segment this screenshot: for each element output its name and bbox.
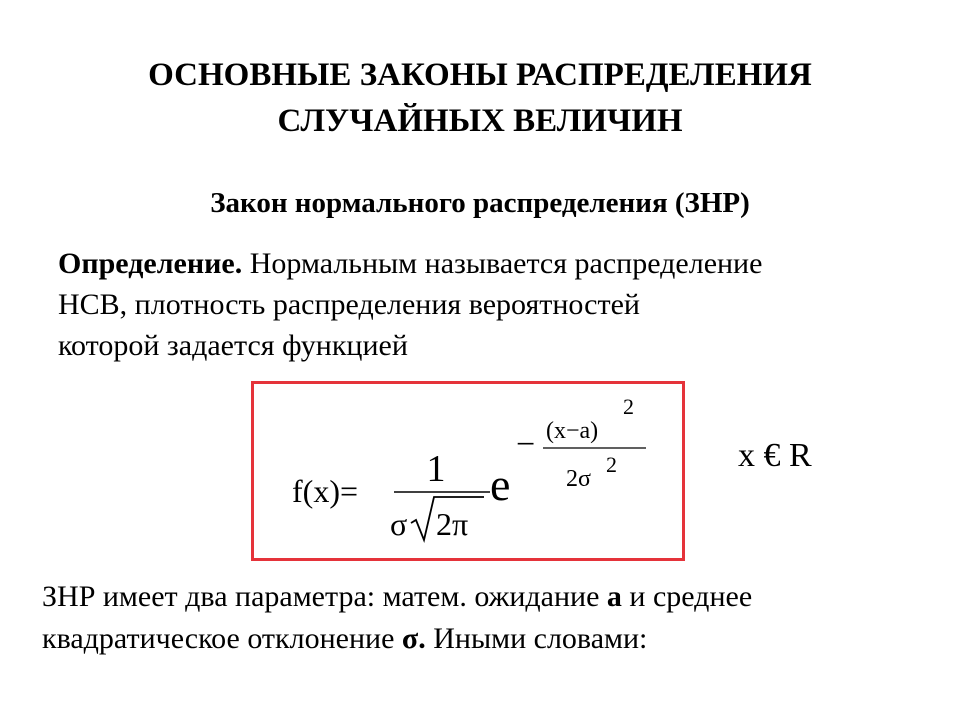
definition-line-1 xyxy=(58,243,948,284)
formula-exp-denominator: 2σ xyxy=(566,466,591,492)
formula-exp-minus: − xyxy=(516,426,536,463)
title-line-1: ОСНОВНЫЕ ЗАКОНЫ РАСПРЕДЕЛЕНИЯ xyxy=(148,57,812,93)
bottom-line-2-part-1: квадратическое отклонение xyxy=(42,622,402,655)
bottom-line-2-part-2: Иными словами: xyxy=(425,622,648,655)
formula-numerator: 1 xyxy=(426,448,446,490)
definition-line-2: НСВ, плотность распределения вероятностей xyxy=(58,288,640,321)
title-line-2: СЛУЧАЙНЫХ ВЕЛИЧИН xyxy=(277,103,683,139)
formula-sigma: σ xyxy=(390,506,408,542)
page-title xyxy=(0,52,960,144)
formula-exp-denominator-power: 2 xyxy=(606,452,617,477)
bottom-line-1-part-2: и среднее xyxy=(621,580,753,613)
definition-lead: Определение. xyxy=(58,247,243,280)
definition-line-1-rest: Нормальным называется распределение xyxy=(242,247,763,280)
domain-note: x € R xyxy=(738,437,812,474)
definition-line-3: которой задается функцией xyxy=(58,329,408,362)
bottom-line-1-part-1: ЗНР имеет два параметра: матем. ожидание xyxy=(42,580,607,613)
param-a: а xyxy=(606,580,622,613)
bottom-line-1 xyxy=(42,576,947,618)
bottom-line-2 xyxy=(42,618,947,660)
section-subtitle: Закон нормального распределения (ЗНР) xyxy=(210,187,750,219)
formula-exp-numerator-power: 2 xyxy=(623,394,634,419)
formula-lhs: f(x)= xyxy=(292,473,359,509)
definition-paragraph xyxy=(58,243,948,366)
formula-exp-numerator: (x−a) xyxy=(546,418,599,444)
formula-base-e: e xyxy=(490,459,511,510)
formula-sqrt-arg: 2π xyxy=(436,506,469,542)
formula-svg xyxy=(254,384,682,558)
param-sigma: σ. xyxy=(401,622,426,655)
bottom-paragraph xyxy=(42,576,947,660)
formula-box xyxy=(251,381,685,561)
